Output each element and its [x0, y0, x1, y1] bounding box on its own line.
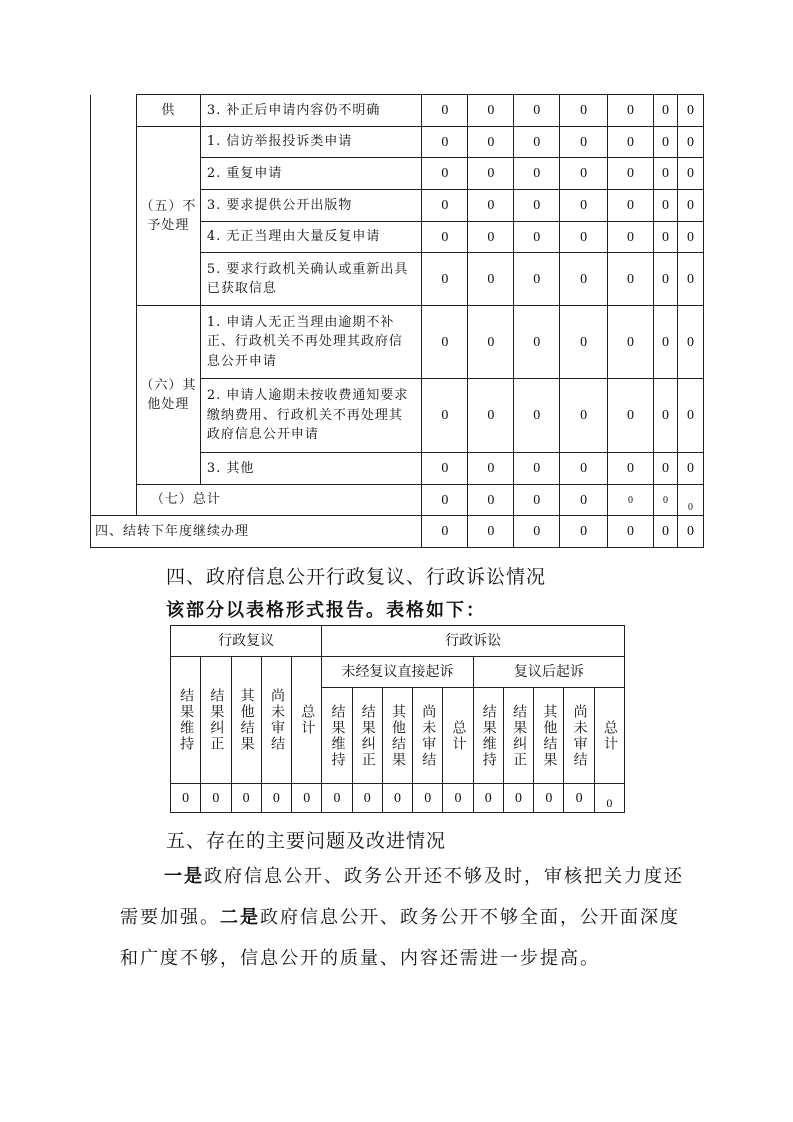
- column-header: 结果维持: [171, 657, 201, 784]
- value-cell: 0: [560, 485, 608, 516]
- category-cell: （六）其他处理: [136, 306, 200, 485]
- value-cell: 0: [468, 485, 514, 516]
- table-row: [91, 516, 704, 548]
- column-header: 结果维持: [322, 688, 352, 784]
- value-cell: 0: [231, 784, 261, 813]
- value-cell: 0: [514, 453, 560, 485]
- value-cell: 0: [608, 485, 654, 516]
- value-cell: 0: [608, 190, 654, 222]
- value-cell: 0: [608, 95, 654, 127]
- item-cell: 3. 补正后申请内容仍不明确: [200, 95, 422, 127]
- value-cell: 0: [382, 784, 412, 813]
- value-cell: 0: [352, 784, 382, 813]
- item-cell: 2. 申请人逾期未按收费通知要求缴纳费用、行政机关不再处理其政府信息公开申请: [200, 379, 422, 453]
- value-cell: 0: [560, 127, 608, 158]
- value-cell: 0: [653, 485, 677, 516]
- value-cell: 0: [422, 306, 468, 379]
- value-cell: 0: [560, 453, 608, 485]
- value-cell: 0: [653, 306, 677, 379]
- left-margin-cell: [91, 485, 137, 516]
- value-cell: 0: [473, 784, 503, 813]
- value-cell: 0: [560, 95, 608, 127]
- value-cell: 0: [468, 379, 514, 453]
- value-cell: 0: [560, 379, 608, 453]
- value-cell: 0: [171, 784, 201, 813]
- category-cell: （五）不予处理: [136, 127, 200, 306]
- value-cell: 0: [514, 190, 560, 222]
- column-header: 总计: [292, 657, 322, 784]
- value-cell: 0: [468, 306, 514, 379]
- value-cell: 0: [653, 222, 677, 253]
- value-cell: 0: [560, 253, 608, 306]
- value-cell: 0: [468, 516, 514, 548]
- value-cell: 0: [560, 158, 608, 190]
- value-cell: 0: [560, 306, 608, 379]
- value-cell: 0: [653, 253, 677, 306]
- table-row: [91, 127, 704, 158]
- column-header: 结果纠正: [201, 657, 231, 784]
- item-cell: 5. 要求行政机关确认或重新出具已获取信息: [200, 253, 422, 306]
- point-two-label: 二是: [220, 907, 260, 928]
- value-cell: 0: [422, 127, 468, 158]
- column-header: 总计: [443, 688, 473, 784]
- value-cell: 0: [468, 127, 514, 158]
- value-cell: 0: [677, 485, 703, 516]
- value-cell: 0: [608, 379, 654, 453]
- value-cell: 0: [503, 784, 533, 813]
- column-header: 结果维持: [473, 688, 503, 784]
- column-header: 总计: [594, 688, 624, 784]
- value-cell: 0: [422, 379, 468, 453]
- value-cell: 0: [560, 516, 608, 548]
- value-cell: 0: [422, 253, 468, 306]
- table-row: [91, 306, 704, 379]
- value-cell: 0: [514, 95, 560, 127]
- review-litigation-table: [170, 625, 625, 813]
- value-cell: 0: [443, 784, 473, 813]
- value-cell: 0: [677, 516, 703, 548]
- value-cell: 0: [422, 516, 468, 548]
- value-cell: 0: [677, 127, 703, 158]
- section5-title: 五、存在的主要问题及改进情况: [166, 830, 447, 852]
- value-cell: 0: [514, 306, 560, 379]
- value-cell: 0: [564, 784, 594, 813]
- value-cell: 0: [514, 516, 560, 548]
- header-litigation: 行政诉讼: [322, 626, 625, 657]
- value-cell: 0: [422, 485, 468, 516]
- value-cell: 0: [677, 306, 703, 379]
- value-cell: 0: [677, 379, 703, 453]
- value-cell: 0: [608, 158, 654, 190]
- value-cell: 0: [653, 127, 677, 158]
- value-cell: 0: [261, 784, 291, 813]
- value-cell: 0: [608, 306, 654, 379]
- item-cell: 2. 重复申请: [200, 158, 422, 190]
- carry-over-label: 四、结转下年度继续办理: [91, 516, 422, 548]
- value-cell: 0: [422, 222, 468, 253]
- value-cell: 0: [514, 127, 560, 158]
- value-cell: 0: [653, 453, 677, 485]
- value-cell: 0: [677, 453, 703, 485]
- value-cell: 0: [468, 222, 514, 253]
- value-cell: 0: [677, 253, 703, 306]
- value-cell: 0: [422, 95, 468, 127]
- value-cell: 0: [608, 253, 654, 306]
- header-direct-suit: 未经复议直接起诉: [322, 657, 473, 688]
- value-cell: 0: [422, 158, 468, 190]
- value-cell: 0: [514, 485, 560, 516]
- problems-paragraph: [120, 856, 690, 979]
- item-cell: 1. 信访举报投诉类申请: [200, 127, 422, 158]
- column-header: 其他结果: [231, 657, 261, 784]
- value-cell: 0: [514, 222, 560, 253]
- value-cell: 0: [468, 158, 514, 190]
- value-cell: 0: [608, 453, 654, 485]
- value-cell: 0: [514, 253, 560, 306]
- item-cell: 1. 申请人无正当理由逾期不补正、行政机关不再处理其政府信息公开申请: [200, 306, 422, 379]
- value-cell: 0: [468, 453, 514, 485]
- value-cell: 0: [608, 516, 654, 548]
- value-cell: 0: [422, 453, 468, 485]
- disclosure-table: [90, 94, 704, 548]
- value-cell: 0: [653, 158, 677, 190]
- item-cell: 4. 无正当理由大量反复申请: [200, 222, 422, 253]
- value-cell: 0: [468, 190, 514, 222]
- value-cell: 0: [201, 784, 231, 813]
- point-one-label: 一是: [164, 866, 204, 887]
- value-cell: 0: [677, 190, 703, 222]
- value-cell: 0: [608, 127, 654, 158]
- value-cell: 0: [653, 190, 677, 222]
- value-cell: 0: [534, 784, 564, 813]
- value-cell: 0: [677, 95, 703, 127]
- column-header: 其他结果: [534, 688, 564, 784]
- value-cell: 0: [322, 784, 352, 813]
- point-two-text: 政府信息公开、政务公开不够全面，公开面深度和广度不够，信息公开的质量、内容还需进一步提高。: [120, 907, 680, 969]
- value-cell: 0: [677, 158, 703, 190]
- column-header: 尚未审结: [413, 688, 443, 784]
- header-after-review-suit: 复议后起诉: [473, 657, 624, 688]
- value-cell: 0: [560, 190, 608, 222]
- table-row: [171, 784, 625, 813]
- item-cell: 3. 其他: [200, 453, 422, 485]
- value-cell: 0: [422, 190, 468, 222]
- value-cell: 0: [468, 95, 514, 127]
- item-cell: 3. 要求提供公开出版物: [200, 190, 422, 222]
- value-cell: 0: [468, 253, 514, 306]
- value-cell: 0: [514, 379, 560, 453]
- section4-subtitle: 该部分以表格形式报告。表格如下：: [166, 600, 486, 621]
- value-cell: 0: [594, 784, 624, 813]
- value-cell: 0: [653, 379, 677, 453]
- value-cell: 0: [653, 95, 677, 127]
- value-cell: 0: [413, 784, 443, 813]
- column-header: 尚未审结: [564, 688, 594, 784]
- table-row: [91, 485, 704, 516]
- column-header: 尚未审结: [261, 657, 291, 784]
- value-cell: 0: [653, 516, 677, 548]
- column-header: 结果纠正: [503, 688, 533, 784]
- category-cell: 供: [136, 95, 200, 127]
- header-review: 行政复议: [171, 626, 322, 657]
- value-cell: 0: [560, 222, 608, 253]
- section4-title: 四、政府信息公开行政复议、行政诉讼情况: [166, 566, 547, 588]
- value-cell: 0: [608, 222, 654, 253]
- point-one-text: 政府信息公开、政务公开还不够及时，审核把关力度还需要加强。: [120, 866, 684, 928]
- total-label: （七）总计: [136, 485, 422, 516]
- value-cell: 0: [514, 158, 560, 190]
- left-margin-cell: [91, 95, 137, 485]
- value-cell: 0: [292, 784, 322, 813]
- column-header: 结果纠正: [352, 688, 382, 784]
- value-cell: 0: [677, 222, 703, 253]
- column-header: 其他结果: [382, 688, 412, 784]
- table-row: [91, 95, 704, 127]
